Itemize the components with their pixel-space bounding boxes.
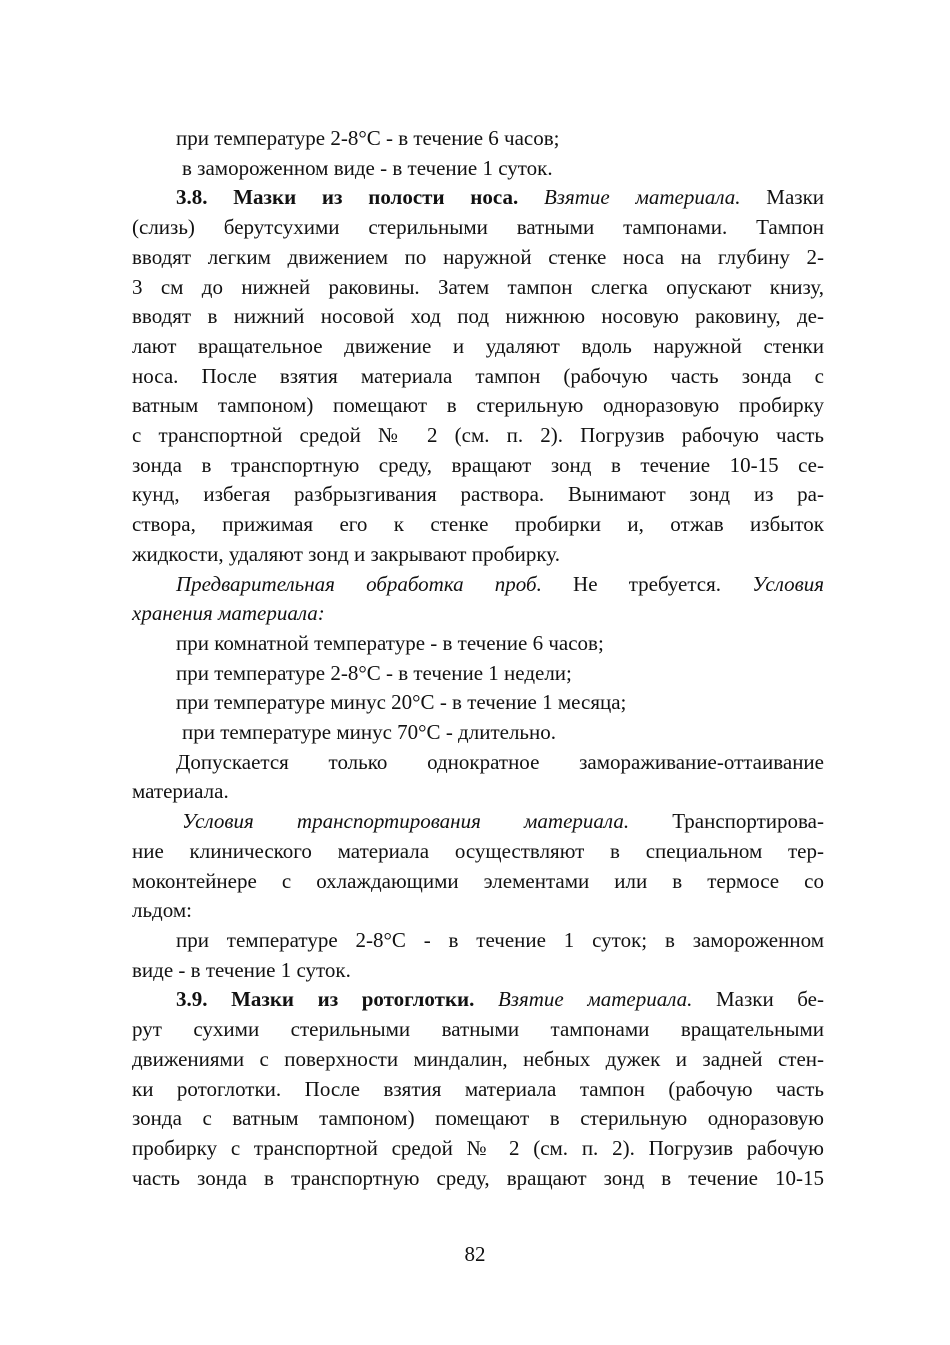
text-line: (слизь) берутсухими стерильными ватными тампонами. Тампон [132, 215, 824, 240]
text-line: моконтейнере с охлаждающими элементами или в термосе со [132, 868, 824, 893]
text-line: 3 см до нижней раковины. Затем тампон слегка опускают книзу, [132, 274, 824, 299]
text-line: в замороженном виде - в течение 1 суток. [182, 155, 553, 180]
text-run: Мазки [766, 185, 825, 210]
italic-lead: Взятие материала. [543, 185, 741, 210]
text-line: движениями с поверхности миндалин, небных дужек и задней стен- [132, 1046, 824, 1071]
text-line: часть зонда в транспортную среду, вращают зонд в течение 10-15 [132, 1165, 824, 1190]
text-line: при температуре минус 20°С - в течение 1 месяца; [176, 690, 627, 715]
text-line: зонда с ватным тампоном) помещают в стерильную одноразовую [132, 1106, 824, 1131]
text-line: материала. [132, 779, 229, 804]
text-line: ватным тампоном) помещают в стерильную одноразовую пробирку [132, 393, 824, 418]
text-line: жидкости, удаляют зонд и закрывают пробирку. [132, 541, 560, 566]
text-line: виде - в течение 1 суток. [132, 957, 351, 982]
text-line: ние клинического материала осуществляют в специальном тер- [132, 838, 824, 863]
text-line: кунд, избегая разбрызгивания раствора. Вынимают зонд из ра- [132, 482, 824, 507]
text-line: ки ротоглотки. После взятия материала тампон (рабочую часть [132, 1076, 824, 1101]
section-heading: 3.9. Мазки из ротоглотки. [176, 987, 475, 1012]
page-text [132, 124, 824, 1193]
text-line: при температуре 2-8°С - в течение 1 суток; в замороженном [176, 927, 824, 952]
mixed-line [132, 807, 824, 837]
text-line: при температуре 2-8°С - в течение 6 часов; [176, 126, 560, 150]
text-line: при комнатной температуре - в течение 6 часов; [176, 630, 604, 655]
italic-lead: Взятие материала. [497, 987, 693, 1012]
text-line: носа. После взятия материала тампон (рабочую часть зонда с [132, 363, 824, 388]
text-line: при температуре минус 70°С - длительно. [182, 720, 557, 745]
text-line: зонда в транспортную среду, вращают зонд в течение 10-15 се- [132, 452, 824, 477]
italic-lead: Условия транспортирования материала. [182, 809, 630, 834]
italic-lead: Условия [752, 571, 824, 596]
mixed-line [132, 570, 824, 600]
text-line: створа, прижимая его к стенке пробирки и, отжав избыток [132, 512, 824, 537]
text-line: Допускается только однократное замораживание-оттаивание [176, 749, 824, 774]
text-run: Не требуется. [573, 571, 722, 596]
text-line: пробирку с транспортной средой № 2 (см. п. 2). Погрузив рабочую [132, 1135, 824, 1160]
section-heading-line [132, 985, 824, 1015]
text-run: Транспортирова- [672, 809, 824, 834]
section-heading: 3.8. Мазки из полости носа. [176, 185, 519, 210]
italic-lead: хранения материала: [132, 601, 325, 626]
text-run: Мазки бе- [715, 987, 824, 1012]
text-line: вводят в нижний носовой ход под нижнюю носовую раковину, де- [132, 304, 824, 329]
text-line: с транспортной средой № 2 (см. п. 2). Погрузив рабочую часть [132, 423, 824, 448]
text-line: при температуре 2-8°С - в течение 1 недели; [176, 660, 572, 685]
text-line: льдом: [132, 898, 192, 923]
italic-lead: Предварительная обработка проб. [176, 571, 542, 596]
page-number: 82 [464, 1242, 486, 1266]
text-line: рут сухими стерильными ватными тампонами вращательными [132, 1017, 824, 1042]
section-heading-line [132, 183, 824, 213]
text-line: вводят легким движением по наружной стенке носа на глубину 2- [132, 244, 824, 269]
text-line: лают вращательное движение и удаляют вдоль наружной стенки [132, 333, 824, 358]
mixed-line [132, 599, 824, 629]
